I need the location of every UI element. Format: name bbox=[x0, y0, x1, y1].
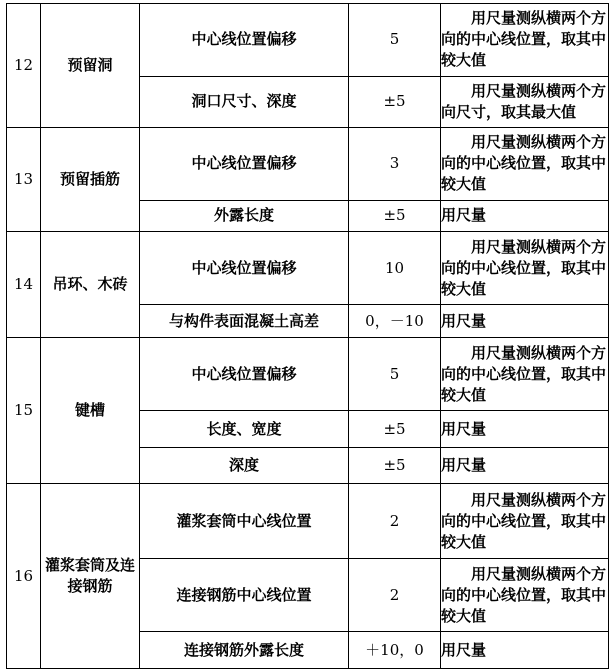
check-item: 深度 bbox=[140, 447, 349, 483]
inspection-method-text: 用尺量测纵横两个方向的中心线位置，取其中较大值 bbox=[441, 343, 607, 404]
inspection-method bbox=[441, 411, 609, 447]
inspection-method bbox=[441, 559, 609, 632]
check-item: 中心线位置偏移 bbox=[140, 4, 349, 77]
tolerance-value: 2 bbox=[349, 559, 441, 632]
tolerance-value: 2 bbox=[349, 484, 441, 559]
inspection-method bbox=[441, 484, 609, 559]
inspection-method-text: 用尺量测纵横两个方向的中心线位置，取其中较大值 bbox=[441, 564, 607, 625]
inspection-method-text: 用尺量 bbox=[441, 419, 487, 438]
item-group-name: 预留插筋 bbox=[41, 127, 140, 231]
inspection-method bbox=[441, 4, 609, 77]
inspection-method-text: 用尺量测纵横两个方向的中心线位置，取其中较大值 bbox=[441, 237, 607, 298]
row-number: 13 bbox=[7, 127, 41, 231]
inspection-method bbox=[441, 232, 609, 305]
inspection-method bbox=[441, 76, 609, 127]
check-item: 连接钢筋外露长度 bbox=[140, 632, 349, 669]
inspection-method-text: 用尺量测纵横两个方向尺寸，取其最大值 bbox=[441, 81, 607, 121]
table-row bbox=[7, 484, 609, 559]
item-group-name: 吊环、木砖 bbox=[41, 232, 140, 338]
tolerance-value: 5 bbox=[349, 338, 441, 411]
check-item: 中心线位置偏移 bbox=[140, 127, 349, 200]
check-item: 与构件表面混凝土高差 bbox=[140, 305, 349, 338]
inspection-method-text: 用尺量测纵横两个方向的中心线位置，取其中较大值 bbox=[441, 133, 607, 194]
tolerance-value: ±5 bbox=[349, 200, 441, 231]
tolerance-value: 5 bbox=[349, 4, 441, 77]
inspection-method bbox=[441, 200, 609, 231]
tolerance-value: ±5 bbox=[349, 411, 441, 447]
check-item: 长度、宽度 bbox=[140, 411, 349, 447]
tolerance-value: 10 bbox=[349, 232, 441, 305]
tolerance-value: ±5 bbox=[349, 447, 441, 483]
inspection-method-text: 用尺量 bbox=[441, 206, 487, 225]
inspection-method-text: 用尺量 bbox=[441, 640, 487, 659]
tolerance-value: ±5 bbox=[349, 76, 441, 127]
check-item: 连接钢筋中心线位置 bbox=[140, 559, 349, 632]
row-number: 14 bbox=[7, 232, 41, 338]
inspection-method bbox=[441, 127, 609, 200]
tolerance-value: 0，－10 bbox=[349, 305, 441, 338]
check-item: 中心线位置偏移 bbox=[140, 338, 349, 411]
check-item: 外露长度 bbox=[140, 200, 349, 231]
check-item: 洞口尺寸、深度 bbox=[140, 76, 349, 127]
inspection-method-text: 用尺量测纵横两个方向的中心线位置，取其中较大值 bbox=[441, 9, 607, 70]
inspection-method bbox=[441, 338, 609, 411]
tolerance-table bbox=[6, 3, 609, 669]
inspection-method-text: 用尺量测纵横两个方向的中心线位置，取其中较大值 bbox=[441, 490, 607, 551]
inspection-method-text: 用尺量 bbox=[441, 311, 487, 330]
row-number: 15 bbox=[7, 338, 41, 484]
table-row bbox=[7, 232, 609, 305]
item-group-name: 预留洞 bbox=[41, 4, 140, 128]
table-row bbox=[7, 127, 609, 200]
row-number: 16 bbox=[7, 484, 41, 669]
check-item: 灌浆套筒中心线位置 bbox=[140, 484, 349, 559]
item-group-name: 灌浆套筒及连接钢筋 bbox=[41, 484, 140, 669]
inspection-method bbox=[441, 632, 609, 669]
inspection-method bbox=[441, 447, 609, 483]
check-item: 中心线位置偏移 bbox=[140, 232, 349, 305]
tolerance-value: 3 bbox=[349, 127, 441, 200]
inspection-method-text: 用尺量 bbox=[441, 456, 487, 475]
item-group-name: 键槽 bbox=[41, 338, 140, 484]
row-number: 12 bbox=[7, 4, 41, 128]
inspection-method bbox=[441, 305, 609, 338]
tolerance-value: ＋10，0 bbox=[349, 632, 441, 669]
table-row bbox=[7, 338, 609, 411]
table-row bbox=[7, 4, 609, 77]
